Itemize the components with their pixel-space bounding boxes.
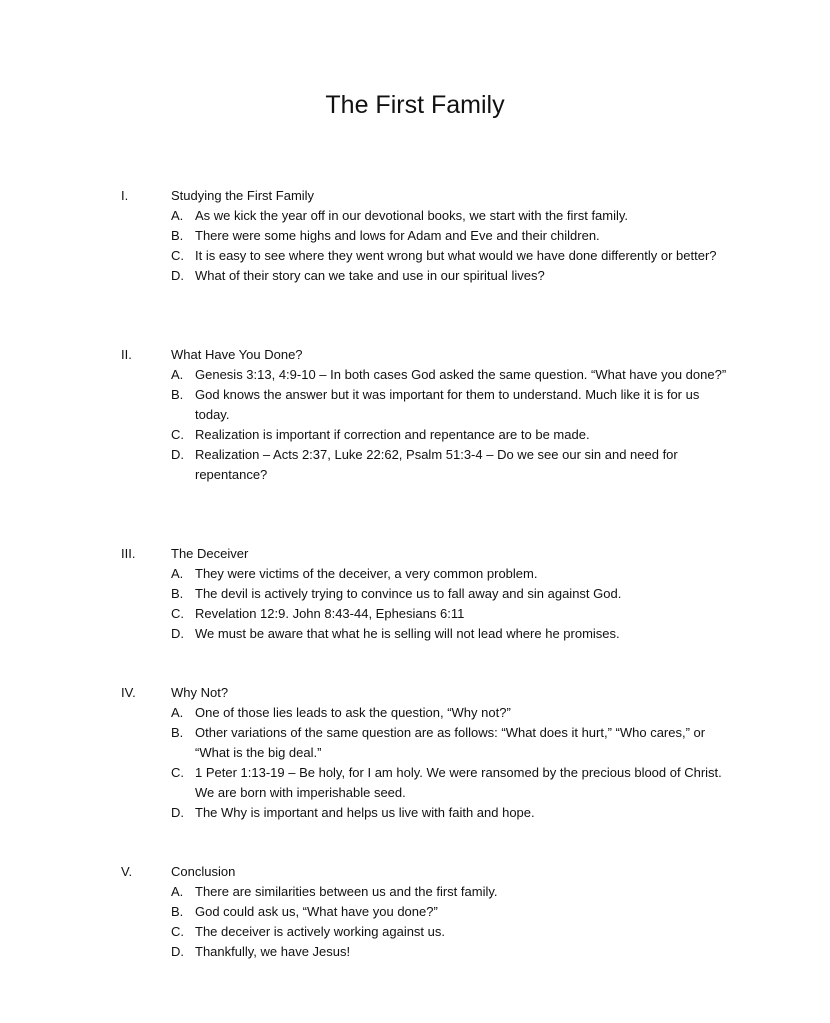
outline-item bbox=[171, 564, 731, 584]
outline-item bbox=[171, 206, 731, 226]
item-text: As we kick the year off in our devotional books, we start with the first family. bbox=[195, 208, 629, 223]
item-text: The devil is actively trying to convince us to fall away and sin against God. bbox=[195, 586, 622, 601]
section-heading: Why Not? bbox=[171, 685, 229, 700]
item-text: We must be aware that what he is selling will not lead where he promises. bbox=[195, 626, 620, 641]
outline-item bbox=[171, 246, 731, 266]
item-letter: C. bbox=[171, 765, 184, 780]
section-heading: The Deceiver bbox=[171, 546, 249, 561]
item-text: God knows the answer but it was important for them to understand. Much like it is for us today. bbox=[195, 387, 700, 422]
outline-item bbox=[171, 763, 731, 803]
item-letter: D. bbox=[171, 447, 184, 462]
section-items bbox=[171, 882, 731, 962]
item-letter: A. bbox=[171, 884, 184, 899]
item-letter: B. bbox=[171, 586, 184, 601]
item-letter: A. bbox=[171, 566, 184, 581]
outline-item bbox=[171, 723, 731, 763]
item-text: Realization – Acts 2:37, Luke 22:62, Psalm 51:3-4 – Do we see our sin and need for repentance? bbox=[195, 447, 678, 482]
outline-item bbox=[171, 604, 731, 624]
outline-item bbox=[171, 803, 731, 823]
item-letter: D. bbox=[171, 268, 184, 283]
outline-item bbox=[171, 882, 731, 902]
document-title: The First Family bbox=[325, 91, 505, 119]
item-text: It is easy to see where they went wrong but what would we have done differently or better? bbox=[195, 248, 717, 263]
item-letter: C. bbox=[171, 248, 184, 263]
section-items bbox=[171, 206, 731, 286]
outline-item bbox=[171, 226, 731, 246]
item-text: Thankfully, we have Jesus! bbox=[195, 944, 351, 959]
section-numeral: II. bbox=[121, 347, 132, 362]
item-letter: C. bbox=[171, 427, 184, 442]
item-letter: C. bbox=[171, 924, 184, 939]
section-numeral: I. bbox=[121, 188, 129, 203]
item-letter: D. bbox=[171, 805, 184, 820]
section-items bbox=[171, 703, 731, 823]
item-letter: A. bbox=[171, 367, 184, 382]
item-text: The deceiver is actively working against us. bbox=[195, 924, 446, 939]
item-letter: A. bbox=[171, 208, 184, 223]
item-text: The Why is important and helps us live with faith and hope. bbox=[195, 805, 535, 820]
item-text: Genesis 3:13, 4:9-10 – In both cases God asked the same question. “What have you done?” bbox=[195, 367, 727, 382]
section-heading: Conclusion bbox=[171, 864, 236, 879]
item-letter: B. bbox=[171, 904, 184, 919]
outline-item bbox=[171, 365, 731, 385]
outline-item bbox=[171, 922, 731, 942]
item-letter: C. bbox=[171, 606, 184, 621]
outline-item bbox=[171, 266, 731, 286]
section-heading: Studying the First Family bbox=[171, 188, 315, 203]
outline-item bbox=[171, 624, 731, 644]
item-letter: D. bbox=[171, 944, 184, 959]
section-numeral: V. bbox=[121, 864, 133, 879]
section-items bbox=[171, 365, 731, 485]
section-items bbox=[171, 564, 731, 644]
item-text: Realization is important if correction and repentance are to be made. bbox=[195, 427, 590, 442]
item-letter: B. bbox=[171, 228, 184, 243]
item-text: Other variations of the same question are as follows: “What does it hurt,” “Who cares,” or “What is the big deal.” bbox=[195, 725, 706, 760]
outline-item bbox=[171, 425, 731, 445]
item-text: They were victims of the deceiver, a very common problem. bbox=[195, 566, 538, 581]
item-text: What of their story can we take and use in our spiritual lives? bbox=[195, 268, 545, 283]
item-text: One of those lies leads to ask the question, “Why not?” bbox=[195, 705, 511, 720]
item-letter: B. bbox=[171, 387, 184, 402]
item-text: 1 Peter 1:13-19 – Be holy, for I am holy. We were ransomed by the precious blood of Christ. We are born with imperishable seed. bbox=[195, 765, 722, 800]
outline-item bbox=[171, 584, 731, 604]
outline-item bbox=[171, 703, 731, 723]
outline-item bbox=[171, 902, 731, 922]
item-letter: B. bbox=[171, 725, 184, 740]
section-numeral: IV. bbox=[121, 685, 136, 700]
section-heading: What Have You Done? bbox=[171, 347, 303, 362]
item-text: God could ask us, “What have you done?” bbox=[195, 904, 438, 919]
outline-item bbox=[171, 445, 731, 485]
item-letter: D. bbox=[171, 626, 184, 641]
outline-item bbox=[171, 942, 731, 962]
item-letter: A. bbox=[171, 705, 184, 720]
item-text: Revelation 12:9. John 8:43-44, Ephesians 6:11 bbox=[195, 606, 465, 621]
item-text: There are similarities between us and the first family. bbox=[195, 884, 498, 899]
section-numeral: III. bbox=[121, 546, 136, 561]
item-text: There were some highs and lows for Adam and Eve and their children. bbox=[195, 228, 600, 243]
outline-item bbox=[171, 385, 731, 425]
